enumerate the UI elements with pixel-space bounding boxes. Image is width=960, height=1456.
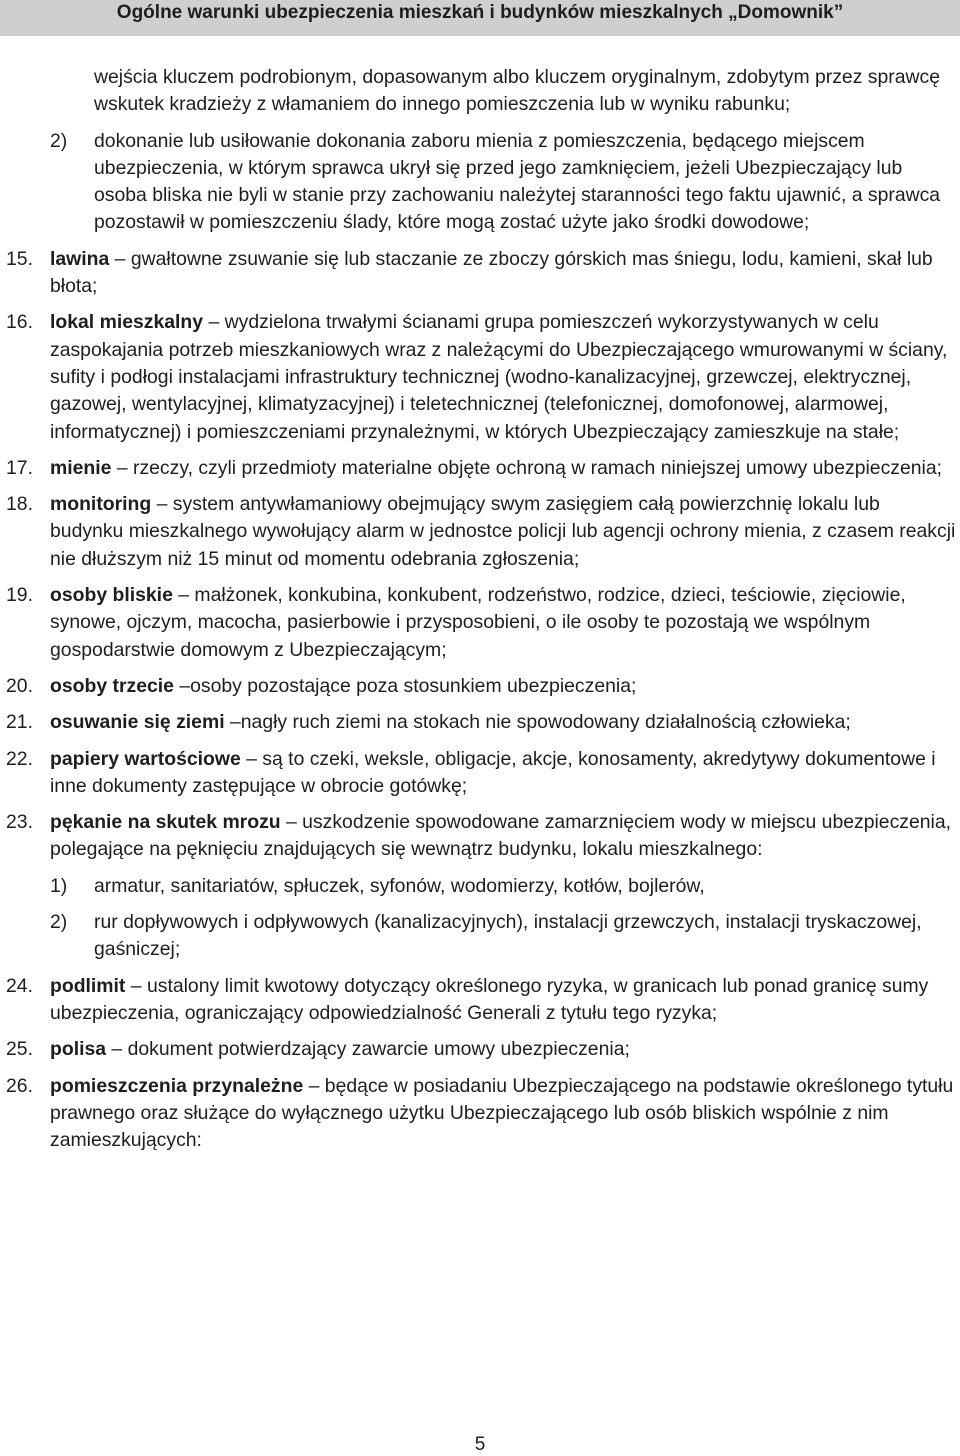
page-header xyxy=(0,0,960,36)
definition-term: osuwanie się ziemi xyxy=(50,711,225,734)
definition-term: polisa xyxy=(50,1038,107,1061)
definition-item-17 xyxy=(6,455,956,482)
sub-item-text: armatur, sanitariatów, spłuczek, syfonów, wodomierzy, kotłów, bojlerów, xyxy=(94,874,705,897)
definition-item-16 xyxy=(6,309,956,445)
definition-term: osoby trzecie xyxy=(50,674,174,697)
definition-text: – małżonek, konkubina, konkubent, rodzeństwo, rodzice, dzieci, teściowie, zięciowie, synowe, ojczym, macocha, pasierbowie i przysposobieni, o ile osoby te pozostają we wspólnym gospodarstwie domowym z Ubezpieczającym; xyxy=(50,584,906,661)
definition-text: – są to czeki, weksle, obligacje, akcje, konosamenty, akredytywy dokumentowe i inne dokumenty zastępujące w obrocie gotówkę; xyxy=(50,747,936,797)
definition-text: – gwałtowne zsuwanie się lub staczanie ze zboczy górskich mas śniegu, lodu, kamieni, skał lub błota; xyxy=(50,247,933,298)
definition-term: lokal mieszkalny xyxy=(50,311,204,334)
definition-term: pękanie na skutek mrozu xyxy=(50,811,281,834)
definition-number: 22. xyxy=(6,747,33,770)
definition-text: –osoby pozostające poza stosunkiem ubezpieczenia; xyxy=(173,674,637,697)
definition-number: 19. xyxy=(6,584,33,607)
definition-number: 15. xyxy=(6,247,33,270)
definition-number: 25. xyxy=(6,1038,33,1061)
definition-term: podlimit xyxy=(50,974,126,997)
definition-number: 20. xyxy=(6,674,33,697)
definition-term: lawina xyxy=(50,247,110,270)
definition-number: 16. xyxy=(6,311,33,334)
frost-sub-item xyxy=(50,873,956,900)
definition-item-19 xyxy=(6,582,956,664)
definition-number: 23. xyxy=(6,811,33,834)
definition-term: pomieszczenia przynależne xyxy=(50,1074,304,1097)
definition-item-20 xyxy=(6,673,956,700)
frost-sub-list xyxy=(50,873,956,964)
definition-term: mienie xyxy=(50,456,112,479)
definition-item-15 xyxy=(6,246,956,301)
sub-item-number: 2) xyxy=(50,911,68,934)
definition-term: osoby bliskie xyxy=(50,584,173,607)
definition-item-21 xyxy=(6,709,956,736)
definition-number: 24. xyxy=(6,974,33,997)
definition-text: – będące w posiadaniu Ubezpieczającego na podstawie określonego tytułu prawnego oraz służące do wyłącznego użytku Ubezpieczającego lub osób bliskich wspólnie z nim zamieszkujących: xyxy=(50,1074,954,1152)
definition-term: papiery wartościowe xyxy=(50,747,241,770)
definition-text: – dokument potwierdzający zawarcie umowy ubezpieczenia; xyxy=(106,1038,630,1061)
definition-text: – uszkodzenie spowodowane zamarznięciem wody w miejscu ubezpieczenia, polegające na pęknięciu znajdujących się wewnątrz budynku, lokalu mieszkalnego: xyxy=(50,811,952,861)
definition-number: 17. xyxy=(6,456,33,479)
continuation-paragraph: wejścia kluczem podrobionym, dopasowanym albo kluczem oryginalnym, zdobytym przez sprawcę wskutek kradzieży z włamaniem do innego pomieszczenia lub w wyniku rabunku; xyxy=(94,66,941,116)
definition-text: – ustalony limit kwotowy dotyczący określonego ryzyka, w granicach lub ponad granicę sumy ubezpieczenia, ograniczający odpowiedzialność Generali z tytułu tego ryzyka; xyxy=(50,974,929,1024)
definition-number: 26. xyxy=(6,1074,33,1097)
sub-item-number: 1) xyxy=(50,874,68,897)
document-title: Ogólne warunki ubezpieczenia mieszkań i budynków mieszkalnych „Domownik” xyxy=(116,2,844,23)
page-number: 5 xyxy=(474,1434,486,1455)
definition-text: – system antywłamaniowy obejmujący swym zasięgiem całą powierzchnię lokalu lub budynku mieszkalnego wywołujący alarm w jednostce policji lub agencji ochrony mienia, z czasem reakcji nie dłuższym niż 15 minut od momentu odebrania zgłoszenia; xyxy=(50,493,956,570)
definition-item-18 xyxy=(6,491,956,573)
sub-item xyxy=(6,128,956,237)
sub-item-text: rur dopływowych i odpływowych (kanalizacyjnych), instalacji grzewczych, instalacji tryskaczowej, gaśniczej; xyxy=(94,911,922,961)
definition-item-24 xyxy=(6,973,956,1028)
definition-text: – rzeczy, czyli przedmioty materialne objęte ochroną w ramach niniejszej umowy ubezpieczenia; xyxy=(111,456,943,479)
definition-number: 21. xyxy=(6,711,33,734)
definition-text: –nagły ruch ziemi na stokach nie spowodowany działalnością człowieka; xyxy=(224,711,851,734)
definition-item-23 xyxy=(6,809,956,963)
definition-number: 18. xyxy=(6,493,33,516)
sub-item-number: 2) xyxy=(50,129,68,152)
definition-item-25 xyxy=(6,1036,956,1063)
frost-sub-item xyxy=(50,909,956,964)
sub-item-text: dokonanie lub usiłowanie dokonania zaboru mienia z pomieszczenia, będącego miejscem ubezpieczenia, w którym sprawca ukrył się przed jego zamknięciem, jeżeli Ubezpieczający lub osoba bliska nie byli w stanie przy zachowaniu należytej staranności tego faktu ujawnić, a sprawca pozostawił w pomieszczeniu ślady, które mogą zostać użyte jako środki dowodowe; xyxy=(94,129,941,234)
definition-item-26 xyxy=(6,1073,956,1155)
definition-term: monitoring xyxy=(50,493,152,516)
document-body xyxy=(6,64,956,1154)
definition-text: – wydzielona trwałymi ścianami grupa pomieszczeń wykorzystywanych w celu zaspokajania potrzeb mieszkaniowych wraz z należącymi do Ubezpieczającego wmurowanymi w ściany, sufity i podłogi instalacjami infrastruktury technicznej (wodno-kanalizacyjnej, grzewczej, elektrycznej, gazowej, wentylacyjnej, klimatyzacyjnej) i teletechnicznej (telefonicznej, domofonowej, alarmowej, informatycznej) i pomieszczeniami przynależnymi, w których Ubezpieczający zamieszkuje na stałe; xyxy=(50,311,948,443)
definition-item-22 xyxy=(6,746,956,801)
